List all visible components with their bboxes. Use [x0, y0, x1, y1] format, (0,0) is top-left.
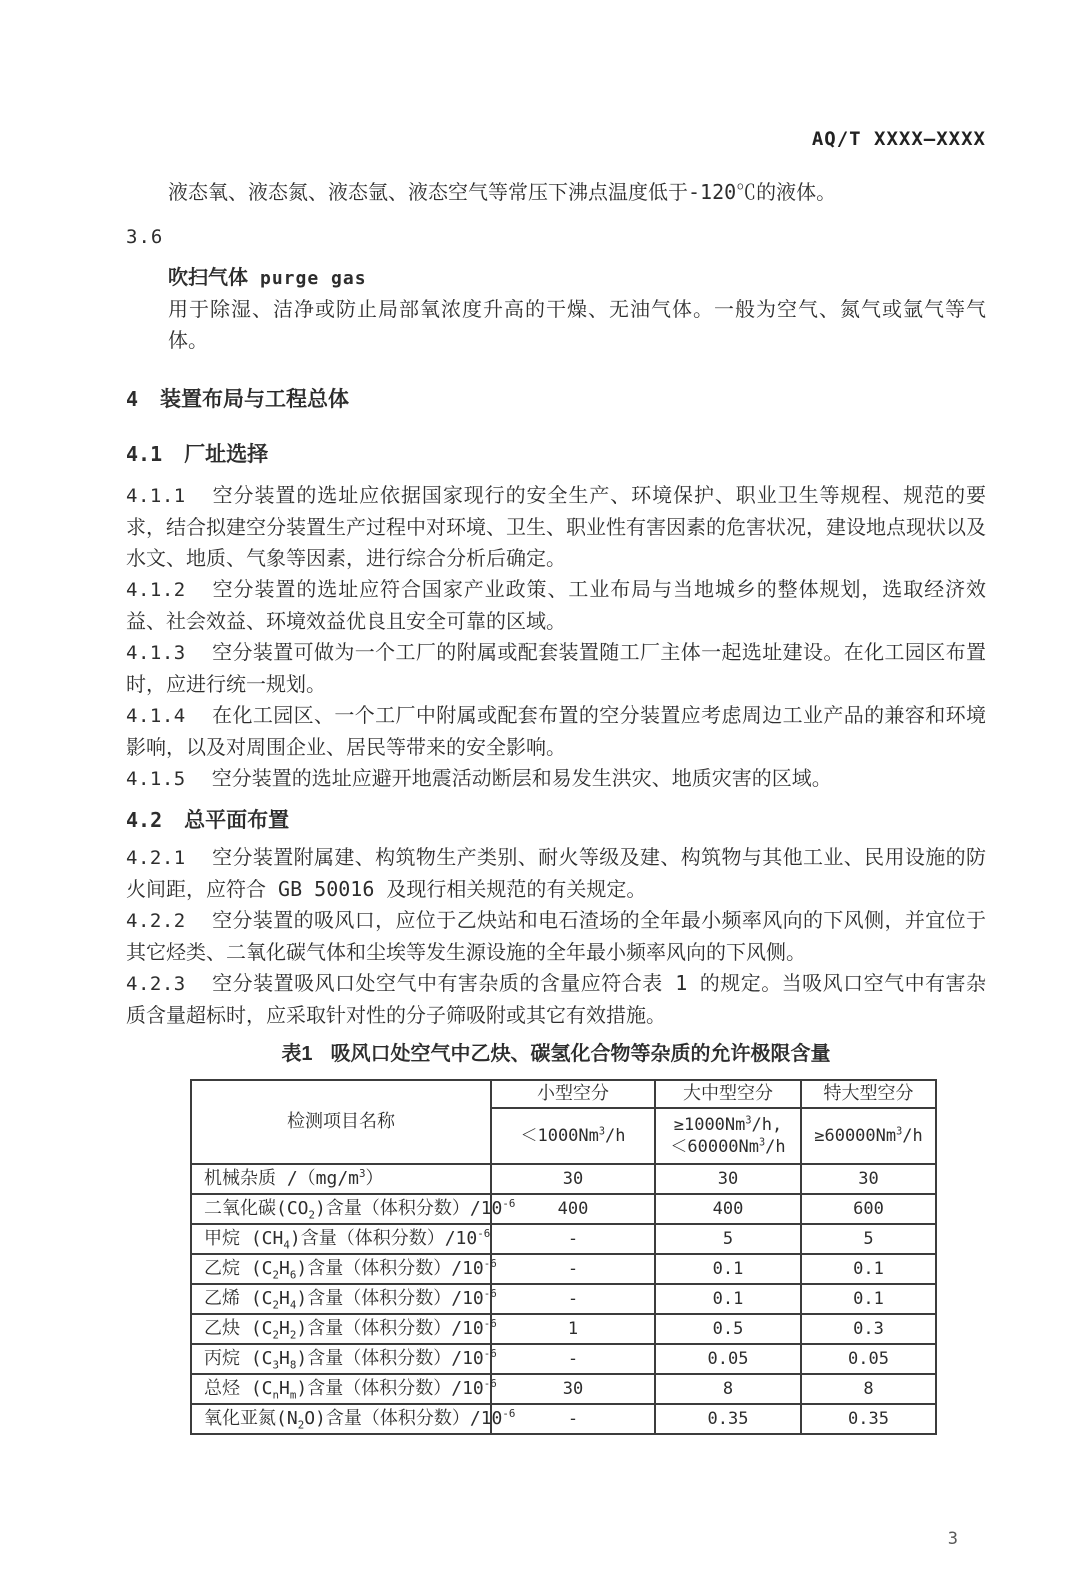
table-row	[191, 1164, 936, 1194]
row-item-label: 乙炔 $(C_2H_2)$含量（体积分数）$/10^{-6}$	[191, 1314, 491, 1344]
row-value-medium: 0.05	[655, 1344, 801, 1374]
row-item-label: 氧化亚氮$(N_2O)$含量（体积分数）$/10^{-6}$	[191, 1404, 491, 1434]
clause-text: 空分装置附属建、构筑物生产类别、耐火等级及建、构筑物与其他工业、民用设施的防火间距，应符合 GB 50016 及现行相关规范的有关规定。	[126, 845, 986, 901]
section-heading-4-2	[126, 805, 986, 836]
clause-text: 在化工园区、一个工厂中附属或配套布置的空分装置应考虑周边工业产品的兼容和环境影响，以及对周围企业、居民等带来的安全影响。	[126, 703, 986, 759]
row-item-label: 机械杂质 $/(mg/m^3)$	[191, 1164, 491, 1194]
row-value-large: 30	[801, 1164, 936, 1194]
clause-number: 4.1.3	[126, 642, 186, 664]
clause-text: 空分装置的选址应避开地震活动断层和易发生洪灾、地质灾害的区域。	[211, 766, 832, 790]
clause-text: 空分装置吸风口处空气中有害杂质的含量应符合表 1 的规定。当吸风口空气中有害杂质含量超标时，应采取针对性的分子筛吸附或其它有效措施。	[126, 971, 986, 1027]
row-value-small: 30	[491, 1164, 655, 1194]
row-value-medium: 30	[655, 1164, 801, 1194]
row-value-medium: 5	[655, 1224, 801, 1254]
table-header-row-types	[191, 1080, 936, 1108]
clause-number: 4.2.3	[126, 973, 186, 995]
clause-4-1-3	[126, 637, 986, 700]
row-item-label: 甲烷 $(CH_4)$含量（体积分数）$/10^{-6}$	[191, 1224, 491, 1254]
row-value-small: -	[491, 1344, 655, 1374]
row-value-medium: 0.5	[655, 1314, 801, 1344]
definition-liquid-text: 液态氧、液态氮、液态氩、液态空气等常压下沸点温度低于-120℃的液体。	[168, 180, 837, 204]
document-page	[0, 127, 1080, 1585]
table-row	[191, 1344, 936, 1374]
row-value-large: 0.05	[801, 1344, 936, 1374]
clause-4-2-3	[126, 968, 986, 1031]
row-value-large: 0.1	[801, 1254, 936, 1284]
row-value-medium: 400	[655, 1194, 801, 1224]
table-header-large-type: 特大型空分	[801, 1080, 936, 1108]
table-header-medium-range	[655, 1108, 801, 1164]
term-definition-text: 用于除湿、洁净或防止局部氧浓度升高的干燥、无油气体。一般为空气、氮气或氩气等气体。	[168, 297, 986, 352]
page-content	[0, 127, 1080, 1435]
section-heading-4	[126, 384, 986, 415]
row-item-label: 二氧化碳$(CO_2)$含量（体积分数）$/10^{-6}$	[191, 1194, 491, 1224]
section-number: 4.1	[126, 442, 163, 466]
row-item-label: 乙烷 $(C_2H_6)$含量（体积分数）$/10^{-6}$	[191, 1254, 491, 1284]
section-title: 厂址选择	[184, 443, 269, 466]
clause-number: 4.1.4	[126, 705, 186, 727]
table-row	[191, 1404, 936, 1434]
clause-4-1-5	[126, 763, 986, 795]
table-row	[191, 1254, 936, 1284]
row-value-small: -	[491, 1224, 655, 1254]
impurity-limits-table	[190, 1079, 937, 1435]
section-number: 4.2	[126, 808, 163, 832]
clause-number: 4.2.1	[126, 847, 186, 869]
row-value-large: 5	[801, 1224, 936, 1254]
clause-4-1-4	[126, 700, 986, 763]
term-purge-gas	[126, 262, 986, 294]
clause-text: 空分装置可做为一个工厂的附属或配套装置随工厂主体一起选址建设。在化工园区布置时，应进行统一规划。	[126, 640, 986, 696]
table-header-large-range: $\ge 60000Nm^3/h$	[801, 1108, 936, 1164]
row-value-small: -	[491, 1404, 655, 1434]
row-value-large: 600	[801, 1194, 936, 1224]
row-value-small: -	[491, 1284, 655, 1314]
document-code: AQ/T XXXX—XXXX	[811, 128, 986, 150]
row-value-small: 1	[491, 1314, 655, 1344]
row-value-large: 0.3	[801, 1314, 936, 1344]
row-value-large: 8	[801, 1374, 936, 1404]
term-cn-label: 吹扫气体	[168, 267, 248, 289]
table-header-medium-type: 大中型空分	[655, 1080, 801, 1108]
clause-4-1-2	[126, 574, 986, 637]
page-number: 3	[947, 1529, 958, 1549]
row-value-small: -	[491, 1254, 655, 1284]
table-1-caption	[126, 1043, 986, 1065]
clause-4-2-2	[126, 905, 986, 968]
row-value-large: 0.1	[801, 1284, 936, 1314]
medium-range-line1: $\ge 1000Nm^3/h$,	[673, 1115, 783, 1135]
row-value-large: 0.35	[801, 1404, 936, 1434]
table-caption-text: 吸风口处空气中乙炔、碳氢化合物等杂质的允许极限含量	[330, 1043, 831, 1065]
clause-number: 4.1.5	[126, 768, 186, 790]
table-caption-label: 表1	[281, 1043, 313, 1065]
row-value-medium: 0.35	[655, 1404, 801, 1434]
row-value-medium: 0.1	[655, 1254, 801, 1284]
clause-4-2-1	[126, 842, 986, 905]
clause-text: 空分装置的吸风口，应位于乙炔站和电石渣场的全年最小频率风向的下风侧，并宜位于其它烃类、二氧化碳气体和尘埃等发生源设施的全年最小频率风向的下风侧。	[126, 908, 986, 964]
clause-number: 4.1.1	[126, 485, 186, 507]
clause-number-3-6: 3.6	[126, 226, 164, 248]
clause-number: 4.2.2	[126, 910, 186, 932]
clause-4-1-1	[126, 480, 986, 574]
row-item-label: 乙烯 $(C_2H_4)$含量（体积分数）$/10^{-6}$	[191, 1284, 491, 1314]
section-title: 总平面布置	[184, 809, 290, 832]
table-header-item: 检测项目名称	[191, 1080, 491, 1164]
clause-number: 4.1.2	[126, 579, 186, 601]
table-header-small-range: $<1000Nm^3/h$	[491, 1108, 655, 1164]
row-value-medium: 8	[655, 1374, 801, 1404]
table-header-small-type: 小型空分	[491, 1080, 655, 1108]
clause-text: 空分装置的选址应符合国家产业政策、工业布局与当地城乡的整体规划，选取经济效益、社会效益、环境效益优良且安全可靠的区域。	[126, 577, 986, 633]
section-number: 4	[126, 387, 139, 411]
table-row	[191, 1314, 936, 1344]
table-row	[191, 1224, 936, 1254]
table-row	[191, 1194, 936, 1224]
row-item-label: 总烃 $(C_nH_m)$含量（体积分数）$/10^{-6}$	[191, 1374, 491, 1404]
row-item-label: 丙烷 $(C_3H_8)$含量（体积分数）$/10^{-6}$	[191, 1344, 491, 1374]
section-heading-4-1	[126, 439, 986, 470]
table-row	[191, 1374, 936, 1404]
row-value-medium: 0.1	[655, 1284, 801, 1314]
clause-text: 空分装置的选址应依据国家现行的安全生产、环境保护、职业卫生等规程、规范的要求，结合拟建空分装置生产过程中对环境、卫生、职业性有害因素的危害状况，建设地点现状以及水文、地质、气象等因素，进行综合分析后确定。	[126, 483, 986, 570]
row-value-small: 30	[491, 1374, 655, 1404]
medium-range-line2: $<60000Nm^3/h$	[670, 1137, 786, 1157]
section-title: 装置布局与工程总体	[160, 388, 350, 411]
term-en-label: purge gas	[260, 268, 367, 289]
table-row	[191, 1284, 936, 1314]
row-value-small: 400	[491, 1194, 655, 1224]
